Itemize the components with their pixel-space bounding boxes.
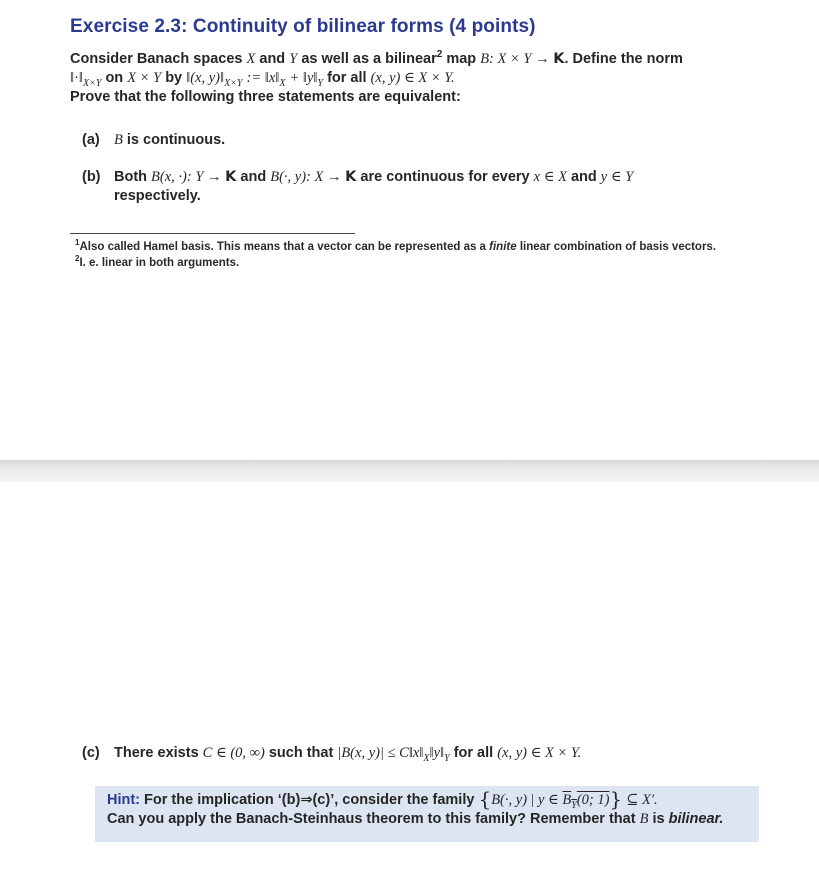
hint-label: Hint: — [107, 792, 141, 808]
statement-c: (c) There exists C ∈ (0, ∞) such that |B(x, $y)| \le C‖x‖_X‖y‖_Y$ for all (x, y) ∈ X × Y. — [82, 745, 582, 764]
footnote-2: $^2$I. e. linear in both arguments. — [75, 254, 240, 269]
page-separator — [0, 460, 819, 482]
statement-a: (a) B is continuous. — [82, 132, 226, 148]
exercise-intro: Consider Banach spaces X and Y as well as a bilinear$^2$ map B: X × Y → K. Define the norm $‖\cdot‖_{X\times Y}$ on X × Y by ‖(x, $y)‖_{X\times Y}$ := $‖x‖_X$ + $‖y‖_Y$ for all (x, y) ∈ X × Y. Prove that the following three statements are equivalent: — [70, 49, 683, 105]
footnote-rule — [70, 233, 355, 234]
exercise-title: Exercise 2.3: Continuity of bilinear forms (4 points) — [70, 16, 536, 37]
hint-box: Hint: For the implication ‘(b)⇒(c)’, consider the family {B(·, y) | y ∈ $B_Y(0$; 1)} ⊆ X′. Can you apply the Banach-Steinhaus theorem to this family? Remember that B is bilinear. — [95, 786, 759, 842]
statement-b: (b) Both B(x, ·): Y → K and B(·, y): X → K are continuous for every x ∈ X and y ∈ Y respectively. — [82, 169, 634, 204]
footnote-1: $^1$Also called Hamel basis. This means that a vector can be represented as a finite linear combination of basis vectors. — [75, 238, 717, 253]
